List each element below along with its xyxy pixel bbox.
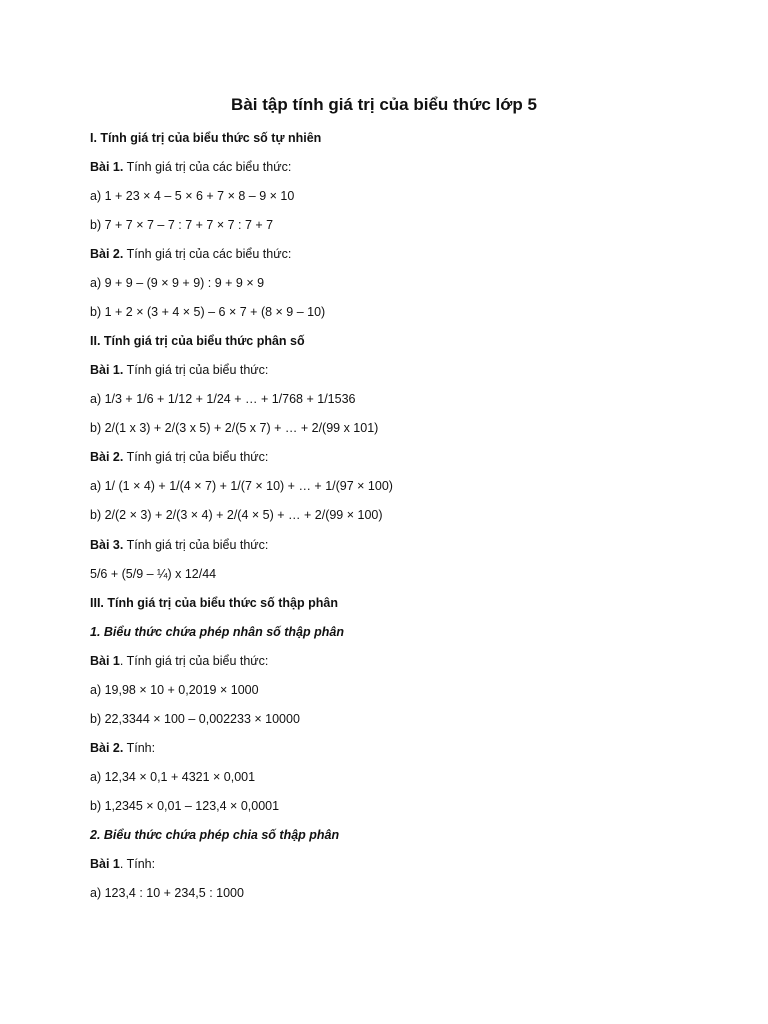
- exercise-instruction: Tính giá trị của các biểu thức:: [123, 247, 292, 261]
- exercise-item: a) 1/3 + 1/6 + 1/12 + 1/24 + … + 1/768 + 1/1536: [90, 392, 356, 406]
- exercise-heading: [90, 158, 291, 176]
- exercise-label: Bài 1.: [90, 160, 124, 174]
- exercise-item: b) 1,2345 × 0,01 – 123,4 × 0,0001: [90, 799, 280, 813]
- exercise-heading: [90, 245, 291, 263]
- exercise-item: b) 22,3344 × 100 – 0,002233 × 10000: [90, 712, 300, 726]
- exercise-instruction: Tính giá trị của biểu thức:: [123, 538, 269, 552]
- exercise-item: a) 123,4 : 10 + 234,5 : 1000: [90, 886, 244, 900]
- exercise-item: 5/6 + (5/9 – ¼) x 12/44: [90, 567, 217, 581]
- exercise-label: Bài 1: [90, 654, 120, 668]
- exercise-label: Bài 2.: [90, 247, 124, 261]
- exercise-item: a) 1/ (1 × 4) + 1/(4 × 7) + 1/(7 × 10) + … + 1/(97 × 100): [90, 479, 393, 493]
- exercise-item: b) 1 + 2 × (3 + 4 × 5) – 6 × 7 + (8 × 9 – 10): [90, 305, 326, 319]
- exercise-heading: [90, 739, 155, 757]
- exercise-instruction: Tính giá trị của các biểu thức:: [123, 160, 292, 174]
- exercise-item: a) 12,34 × 0,1 + 4321 × 0,001: [90, 770, 256, 784]
- exercise-instruction: Tính:: [123, 741, 156, 755]
- exercise-label: Bài 3.: [90, 538, 124, 552]
- exercise-item: b) 7 + 7 × 7 – 7 : 7 + 7 × 7 : 7 + 7: [90, 218, 274, 232]
- exercise-label: Bài 2.: [90, 741, 124, 755]
- exercise-label: Bài 2.: [90, 450, 124, 464]
- exercise-heading: [90, 855, 155, 873]
- section-heading-fractions: II. Tính giá trị của biểu thức phân số: [90, 334, 305, 348]
- section-heading-natural-numbers: I. Tính giá trị của biểu thức số tự nhiên: [90, 131, 322, 145]
- exercise-item: a) 19,98 × 10 + 0,2019 × 1000: [90, 683, 259, 697]
- exercise-item: a) 1 + 23 × 4 – 5 × 6 + 7 × 8 – 9 × 10: [90, 189, 295, 203]
- exercise-item: b) 2/(1 x 3) + 2/(3 x 5) + 2/(5 x 7) + … + 2/(99 x 101): [90, 421, 379, 435]
- section-heading-decimals: III. Tính giá trị của biểu thức số thập phân: [90, 596, 338, 610]
- exercise-instruction: . Tính giá trị của biểu thức:: [119, 654, 269, 668]
- exercise-item: b) 2/(2 × 3) + 2/(3 × 4) + 2/(4 × 5) + … + 2/(99 × 100): [90, 508, 383, 522]
- exercise-instruction: . Tính:: [119, 857, 156, 871]
- exercise-heading: [90, 536, 268, 554]
- document-title: Bài tập tính giá trị của biểu thức lớp 5: [231, 95, 537, 114]
- exercise-heading: [90, 652, 268, 670]
- exercise-label: Bài 1: [90, 857, 120, 871]
- subsection-heading-multiplication: 1. Biểu thức chứa phép nhân số thập phân: [90, 625, 344, 639]
- exercise-heading: [90, 361, 268, 379]
- exercise-instruction: Tính giá trị của biểu thức:: [123, 363, 269, 377]
- subsection-heading-division: 2. Biểu thức chứa phép chia số thập phân: [90, 828, 340, 842]
- exercise-heading: [90, 448, 268, 466]
- exercise-item: a) 9 + 9 – (9 × 9 + 9) : 9 + 9 × 9: [90, 276, 265, 290]
- exercise-label: Bài 1.: [90, 363, 124, 377]
- exercise-instruction: Tính giá trị của biểu thức:: [123, 450, 269, 464]
